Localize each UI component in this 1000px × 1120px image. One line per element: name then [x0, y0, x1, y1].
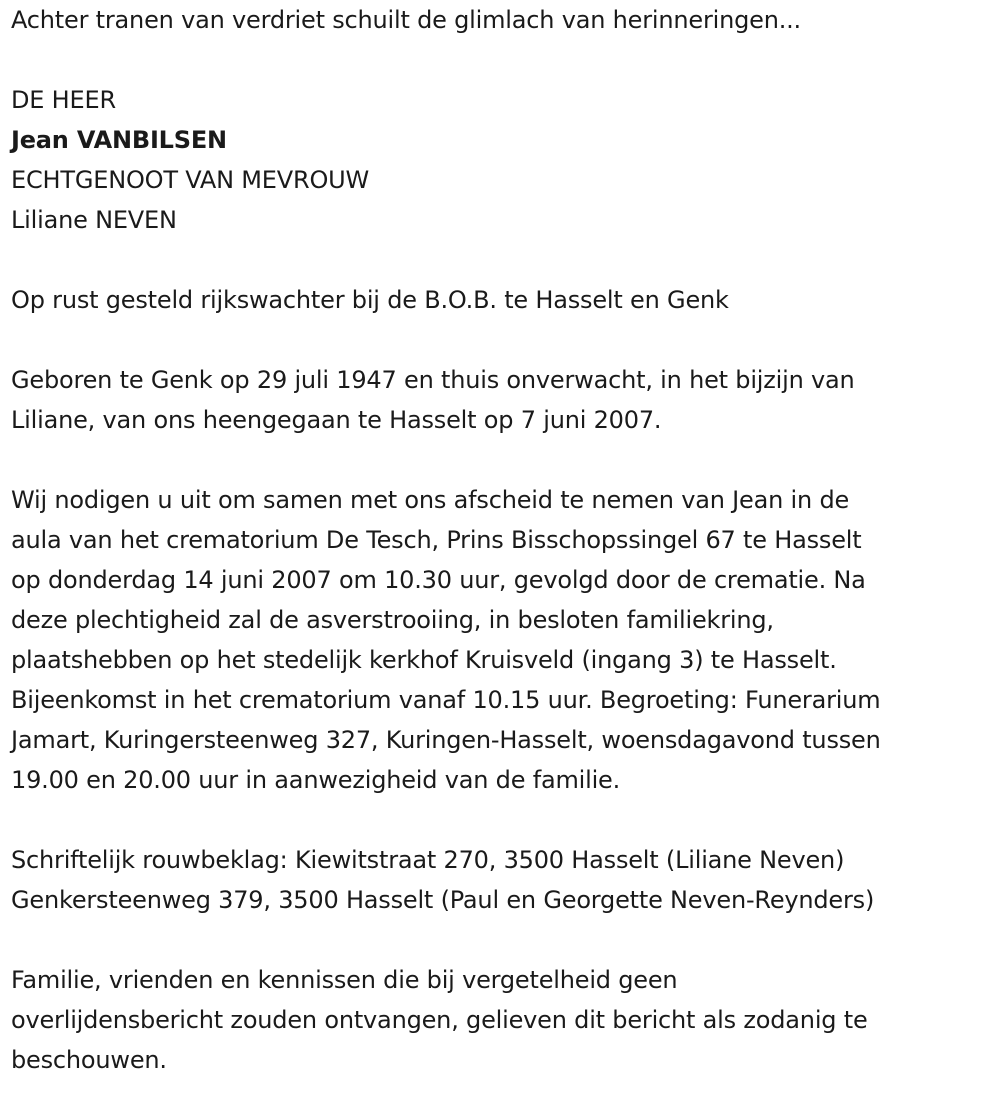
paragraph-line: op donderdag 14 juni 2007 om 10.30 uur, gevolgd door de crematie. Na: [11, 566, 866, 594]
paragraph-line: Jamart, Kuringersteenweg 327, Kuringen-Hasselt, woensdagavond tussen: [11, 726, 881, 754]
paragraph-line: Bijeenkomst in het crematorium vanaf 10.15 uur. Begroeting: Funerarium: [11, 686, 881, 714]
profession-line: Op rust gesteld rijkswachter bij de B.O.B. te Hasselt en Genk: [11, 286, 729, 314]
paragraph-line: Genkersteenweg 379, 3500 Hasselt (Paul en Georgette Neven-Reynders): [11, 886, 875, 914]
obituary-notice: [11, 0, 996, 1080]
condolences-paragraph: [11, 840, 996, 920]
paragraph-line: deze plechtigheid zal de asverstrooiing, in besloten familiekring,: [11, 606, 774, 634]
spacer: [11, 800, 996, 840]
paragraph-line: 19.00 en 20.00 uur in aanwezigheid van de familie.: [11, 766, 621, 794]
spacer: [11, 40, 996, 80]
birth-death-paragraph: [11, 360, 996, 440]
paragraph-line: plaatshebben op het stedelijk kerkhof Kruisveld (ingang 3) te Hasselt.: [11, 646, 837, 674]
spacer: [11, 320, 996, 360]
ceremony-paragraph: [11, 480, 996, 800]
paragraph-line: Familie, vrienden en kennissen die bij vergetelheid geen: [11, 966, 678, 994]
spacer: [11, 240, 996, 280]
paragraph-line: Liliane, van ons heengegaan te Hasselt op 7 juni 2007.: [11, 406, 662, 434]
paragraph-line: Schriftelijk rouwbeklag: Kiewitstraat 270, 3500 Hasselt (Liliane Neven): [11, 846, 845, 874]
closing-paragraph: [11, 960, 996, 1080]
spouse-name: Liliane NEVEN: [11, 206, 177, 234]
paragraph-line: Wij nodigen u uit om samen met ons afscheid te nemen van Jean in de: [11, 486, 850, 514]
honorific-title: DE HEER: [11, 86, 116, 114]
deceased-name: Jean VANBILSEN: [11, 126, 227, 154]
spacer: [11, 920, 996, 960]
paragraph-line: beschouwen.: [11, 1046, 167, 1074]
paragraph-line: Geboren te Genk op 29 juli 1947 en thuis onverwacht, in het bijzijn van: [11, 366, 855, 394]
intro-quote: Achter tranen van verdriet schuilt de glimlach van herinneringen...: [11, 6, 801, 34]
relation-label: ECHTGENOOT VAN MEVROUW: [11, 166, 370, 194]
spacer: [11, 440, 996, 480]
paragraph-line: aula van het crematorium De Tesch, Prins Bisschopssingel 67 te Hasselt: [11, 526, 862, 554]
paragraph-line: overlijdensbericht zouden ontvangen, gelieven dit bericht als zodanig te: [11, 1006, 868, 1034]
